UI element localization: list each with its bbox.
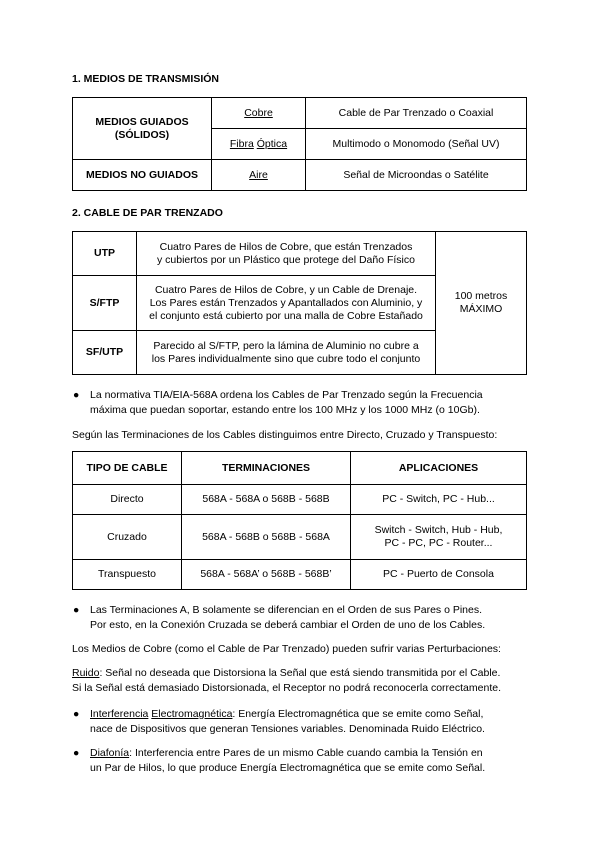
medium-air-desc: Señal de Microondas o Satélite (306, 160, 527, 191)
medium-copper: Cobre (212, 98, 306, 129)
twisted-pair-table (72, 231, 527, 375)
guided-media-label: MEDIOS GUIADOS (SÓLIDOS) (73, 98, 212, 160)
header-applications: APLICACIONES (351, 452, 527, 485)
bullet-icon: ● (73, 747, 80, 759)
terminations-intro: Según las Terminaciones de los Cables distinguimos entre Directo, Cruzado y Transpuesto: (72, 429, 498, 441)
bullet-tia-eia: ● La normativa TIA/EIA-568A ordena los Cables de Par Trenzado según la Frecuencia máxima que puedan soportar, estando entre los 100 MHz y los 1000 MHz (o 10Gb). (73, 389, 483, 416)
table-row: Transpuesto 568A - 568A’ o 568B - 568B’ PC - Puerto de Consola (73, 560, 527, 590)
section-1-title: 1. MEDIOS DE TRANSMISIÓN (72, 73, 220, 85)
medium-fiber-desc: Multimodo o Monomodo (Señal UV) (306, 129, 527, 160)
sftp-type: S/FTP (73, 276, 137, 331)
unguided-media-label: MEDIOS NO GUIADOS (73, 160, 212, 191)
ruido-paragraph: Ruido: Señal no deseada que Distorsiona la Señal que está siendo transmitida por el Cable. Si la Señal está demasiado Distorsionada, el Receptor no podrá reconocerla correctamente. (72, 667, 501, 694)
bullet-icon: ● (73, 708, 80, 720)
transmission-media-table (72, 97, 527, 191)
utp-type: UTP (73, 232, 137, 276)
sftp-desc: Cuatro Pares de Hilos de Cobre, y un Cable de Drenaje. Los Pares están Trenzados y Apantallados con Aluminio, y el conjunto está cubierto por una malla de Cobre Estañado (137, 276, 436, 331)
utp-desc: Cuatro Pares de Hilos de Cobre, que están Trenzados y cubiertos por un Plástico que protege del Daño Físico (137, 232, 436, 276)
cable-types-table (72, 451, 527, 590)
bullet-interference: ● Interferencia Electromagnética: Energía Electromagnética que se emite como Señal, nace de Dispositivos que generan Tensiones variables. Denominada Ruido Eléctrico. (73, 708, 485, 735)
section-2-title: 2. CABLE DE PAR TRENZADO (72, 207, 223, 219)
max-length: 100 metros MÁXIMO (436, 232, 527, 375)
header-terminations: TERMINACIONES (182, 452, 351, 485)
medium-fiber: Fibra Óptica (212, 129, 306, 160)
bullet-crosstalk: ● Diafonía: Interferencia entre Pares de un mismo Cable cuando cambia la Tensión en un Par de Hilos, lo que produce Energía Electromagnética que se emite como Señal. (73, 747, 486, 774)
perturbations-intro: Los Medios de Cobre (como el Cable de Par Trenzado) pueden sufrir varias Perturbaciones: (72, 643, 501, 655)
bullet-icon: ● (73, 389, 80, 401)
sfutp-desc: Parecido al S/FTP, pero la lámina de Aluminio no cubre a los Pares individualmente sino que cubre todo el conjunto (137, 331, 436, 375)
bullet-terminations: ● Las Terminaciones A, B solamente se diferencian en el Orden de sus Pares o Pines. Por esto, en la Conexión Cruzada se deberá cambiar el Orden de uno de los Cables. (73, 604, 486, 631)
table-row: Directo 568A - 568A o 568B - 568B PC - Switch, PC - Hub... (73, 485, 527, 515)
header-cable-type: TIPO DE CABLE (73, 452, 182, 485)
medium-air: Aire (212, 160, 306, 191)
bullet-icon: ● (73, 604, 80, 616)
table-row: Cruzado 568A - 568B o 568B - 568A Switch - Switch, Hub - Hub, PC - PC, PC - Router... (73, 515, 527, 560)
medium-copper-desc: Cable de Par Trenzado o Coaxial (306, 98, 527, 129)
sfutp-type: SF/UTP (73, 331, 137, 375)
